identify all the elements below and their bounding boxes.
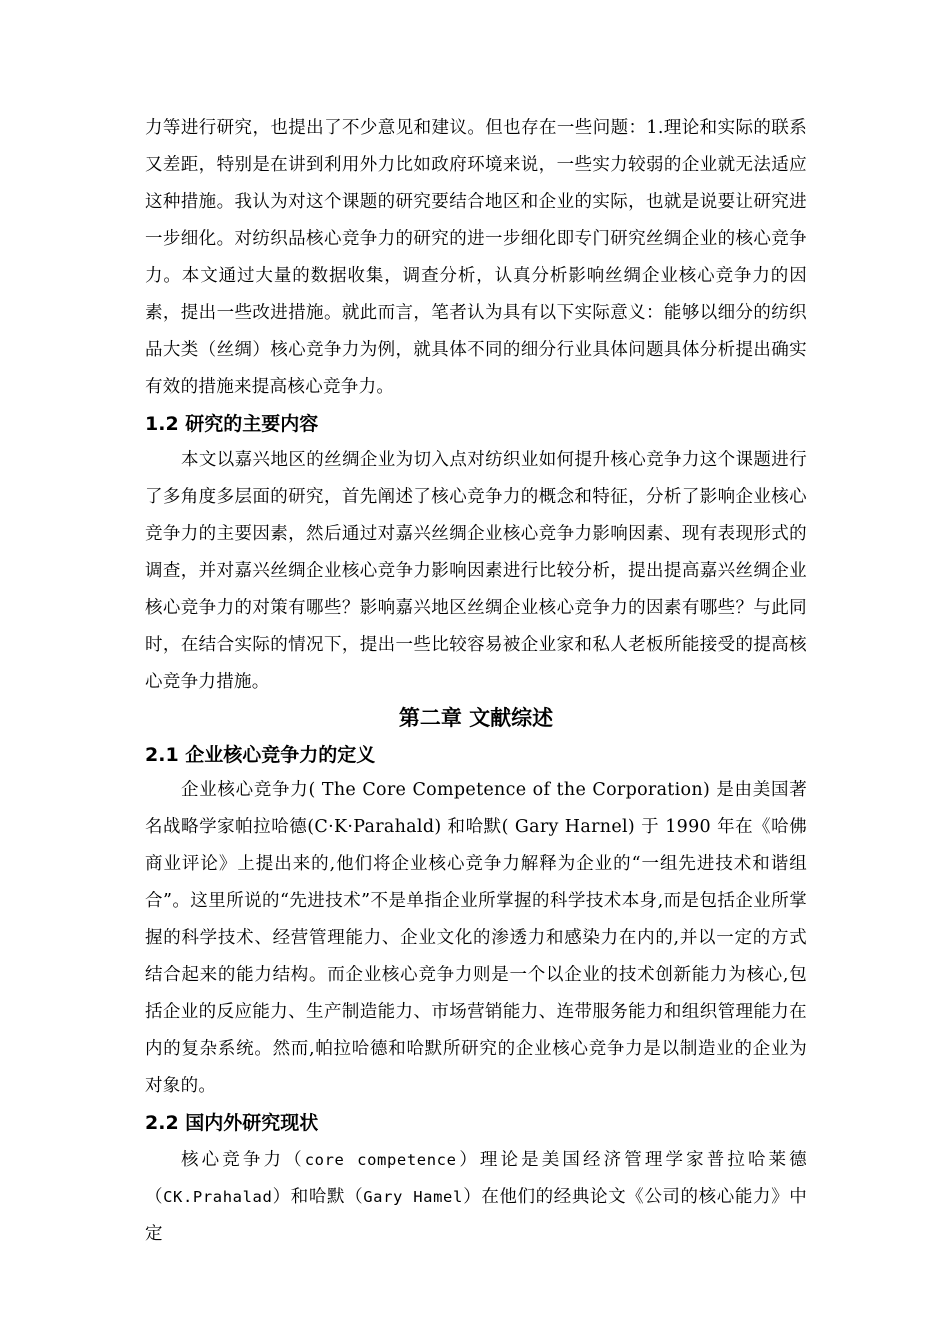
- section-heading-1-2-block: [145, 407, 807, 441]
- section-heading: 1.2 研究的主要内容: [145, 413, 319, 435]
- body-paragraph: 企业核心竞争力( The Core Competence of the Corporation) 是由美国著名战略学家帕拉哈德(C·K·Parahald) 和哈默( Gary Harnel) 于 1990 年在《哈佛商业评论》上提出来的,他们将企业核心竞争力解释为企业的“一组先进技术和谐组合”。这里所说的“先进技术”不是单指企业所掌握的科学技术本身,而是包括企业所掌握的科学技术、经营管理能力、企业文化的渗透力和感染力在内的,并以一定的方式结合起来的能力结构。而企业核心竞争力则是一个以企业的技术创新能力为核心,包括企业的反应能力、生产制造能力、市场营销能力、连带服务能力和组织管理能力在内的复杂系统。然而,帕拉哈德和哈默所研究的企业核心竞争力是以制造业的企业为对象的。: [145, 780, 807, 1096]
- paragraph-block-2: [145, 442, 807, 701]
- body-paragraph: 本文以嘉兴地区的丝绸企业为切入点对纺织业如何提升核心竞争力这个课题进行了多角度多层面的研究，首先阐述了核心竞争力的概念和特征，分析了影响企业核心竞争力的主要因素，然后通过对嘉兴丝绸企业核心竞争力影响因素、现有表现形式的调查，并对嘉兴丝绸企业核心竞争力影响因素进行比较分析，提出提高嘉兴丝绸企业核心竞争力的对策有哪些？影响嘉兴地区丝绸企业核心竞争力的因素有哪些？与此同时，在结合实际的情况下，提出一些比较容易被企业家和私人老板所能接受的提高核心竞争力措施。: [145, 450, 807, 692]
- body-paragraph: [145, 1142, 807, 1253]
- body-paragraph: 力等进行研究，也提出了不少意见和建议。但也存在一些问题：1.理论和实际的联系又差距，特别是在讲到利用外力比如政府环境来说，一些实力较弱的企业就无法适应这种措施。我认为对这个课题的研究要结合地区和企业的实际，也就是说要让研究进一步细化。对纺织品核心竞争力的研究的进一步细化即专门研究丝绸企业的核心竞争力。本文通过大量的数据收集，调查分析，认真分析影响丝绸企业核心竞争力的因素，提出一些改进措施。就此而言，笔者认为具有以下实际意义：能够以细分的纺织品大类（丝绸）核心竞争力为例，就具体不同的细分行业具体问题具体分析提出确实有效的措施来提高核心竞争力。: [145, 118, 807, 397]
- paragraph-block-4: [145, 1142, 807, 1253]
- section-heading: 2.1 企业核心竞争力的定义: [145, 744, 376, 766]
- chapter-heading: 第二章 文献综述: [398, 706, 554, 730]
- text-run-latin: core competence: [304, 1151, 457, 1169]
- text-run: ）和哈默（: [272, 1187, 364, 1207]
- paragraph-block-3: [145, 772, 807, 1105]
- text-run-latin: Gary Hamel: [363, 1188, 463, 1206]
- paragraph-block-1: [145, 110, 807, 406]
- text-run: ）在他们的经典论文《公司的核心能力》中定: [145, 1187, 808, 1244]
- text-run: 核心竞争力（: [181, 1150, 305, 1170]
- section-heading-2-1-block: [145, 738, 807, 772]
- text-run: ）理论是美国经济管理学家普拉哈莱德（: [145, 1150, 807, 1207]
- section-heading: 2.2 国内外研究现状: [145, 1112, 319, 1134]
- chapter-heading-block: [145, 700, 807, 736]
- section-heading-2-2-block: [145, 1106, 807, 1140]
- text-run-latin: CK.Prahalad: [163, 1188, 273, 1206]
